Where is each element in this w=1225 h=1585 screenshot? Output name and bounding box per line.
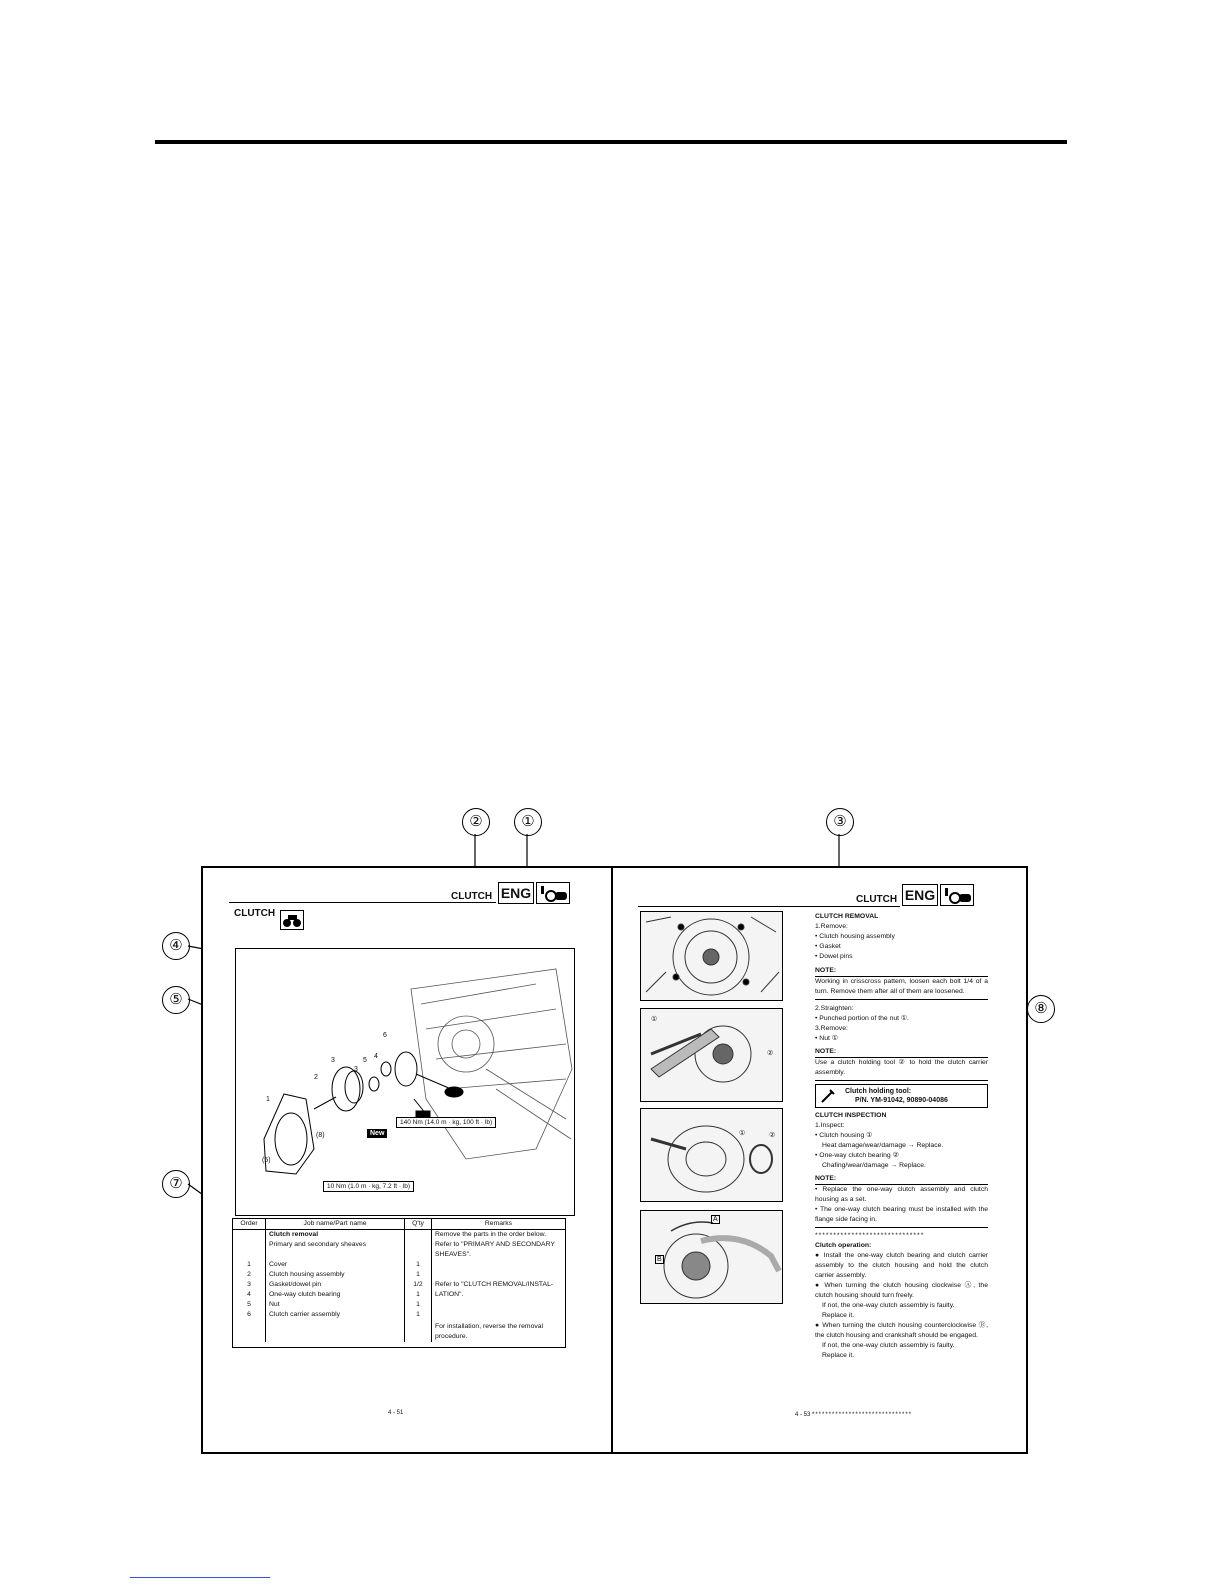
cell-qty: 1 (405, 1310, 432, 1320)
right-header-rule (638, 906, 900, 907)
cell-order: 5 (233, 1300, 266, 1310)
col-header-part-name: Job name/Part name (266, 1219, 405, 1230)
note-1: Working in crisscross pattern, loosen each bolt 1/4 of a turn. Remove them after all of them are loosened. (815, 977, 988, 1000)
photo-clutch-housing-bearing (640, 1108, 783, 1202)
part-label: (8) (316, 1132, 325, 1139)
note-2: Use a clutch holding tool ② to hold the clutch carrier assembly. (815, 1058, 988, 1081)
removal-item: • Dowel pins (815, 953, 853, 960)
right-page-number: 4 - 53 ****************************** (795, 1412, 913, 1418)
cell-part-name: Nut (266, 1300, 405, 1310)
parts-table (233, 1219, 565, 1342)
part-label: 5 (363, 1057, 367, 1064)
callout-3: ③ (826, 808, 854, 836)
cell-remarks: LATION". (435, 1291, 464, 1298)
engine-icon (536, 882, 570, 904)
cell-order: 1 (233, 1260, 266, 1270)
photo-clutch-operation (640, 1210, 783, 1304)
note-label: NOTE: (815, 966, 988, 977)
col-header-remarks: Remarks (432, 1219, 566, 1230)
table-row (233, 1240, 565, 1260)
clutch-exploded-drawing (236, 949, 574, 1215)
callout-8: ⑧ (1027, 995, 1055, 1023)
photo-label: ① (651, 1016, 658, 1023)
inspect-item: • One-way clutch bearing ② (815, 1152, 899, 1159)
table-row (233, 1320, 565, 1342)
photo-label: ① (739, 1130, 746, 1137)
table-row (233, 1260, 565, 1270)
operation-detail: If not, the one-way clutch assembly is faulty. (822, 1302, 955, 1309)
inspect-item: • Clutch housing ① (815, 1132, 873, 1139)
operation-step: ● Install the one-way clutch bearing and clutch carrier assembly to the clutch housing and hold the clutch carrier assembly. (815, 1252, 988, 1279)
cell-remarks-footer: For installation, reverse the removal procedure. (435, 1323, 544, 1340)
cell-part-name: Clutch carrier assembly (266, 1310, 405, 1320)
torque-spec-cover-bolt: 10 Nm (1.0 m · kg, 7.2 ft · lb) (323, 1181, 414, 1192)
cell-order: 2 (233, 1270, 266, 1280)
cell-qty: 1 (405, 1300, 432, 1310)
part-label: 3 (354, 1066, 358, 1073)
inspection-title: CLUTCH INSPECTION (815, 1112, 887, 1119)
cell-part-name: Cover (266, 1260, 405, 1270)
inspect-step: 1.Inspect: (815, 1122, 845, 1129)
cell-part-name: One-way clutch bearing (266, 1290, 405, 1300)
part-label: 3 (331, 1057, 335, 1064)
torque-spec-nut: 140 Nm (14.0 m · kg, 100 ft · lb) (396, 1117, 496, 1128)
tool-title: Clutch holding tool: (845, 1088, 912, 1095)
callout-4: ④ (162, 932, 190, 960)
photo-clutch-holding-tool (640, 1008, 783, 1102)
note-label: NOTE: (815, 1174, 988, 1185)
atv-icon (280, 910, 304, 930)
cell-qty (405, 1230, 432, 1241)
cell-remarks (432, 1310, 566, 1320)
callout-7: ⑦ (162, 1170, 190, 1198)
operation-step: ● When turning the clutch housing counterclockwise Ⓑ, the clutch housing and crankshaft should be engaged. (815, 1322, 988, 1339)
cell-qty (405, 1240, 432, 1260)
cell-part-name: Gasket/dowel pin (266, 1280, 405, 1290)
table-row (233, 1310, 565, 1320)
cell-remarks: Refer to "CLUTCH REMOVAL/INSTAL- (435, 1281, 554, 1288)
photo-label-a: A (713, 1216, 718, 1223)
cell-part-name: Clutch removal (266, 1230, 405, 1241)
cell-qty: 1 (405, 1270, 432, 1280)
col-header-qty: Q'ty (405, 1219, 432, 1230)
table-row (233, 1280, 565, 1290)
inspect-detail: Heat damage/wear/damage → Replace. (822, 1142, 944, 1149)
callout-1: ① (514, 808, 542, 836)
operation-detail: Replace it. (822, 1312, 855, 1319)
removal-title: CLUTCH REMOVAL (815, 913, 879, 920)
photo-label: ② (769, 1132, 776, 1139)
cell-order: 6 (233, 1310, 266, 1320)
cell-order: 3 (233, 1280, 266, 1290)
table-row (233, 1270, 565, 1280)
right-header-title: CLUTCH (856, 894, 898, 905)
cell-qty: 1 (405, 1290, 432, 1300)
removal-item: • Clutch housing assembly (815, 933, 895, 940)
cell-remarks: Refer to "PRIMARY AND SECONDARY SHEAVES". (435, 1241, 555, 1258)
operation-detail: Replace it. (822, 1352, 855, 1359)
parts-table-box (232, 1218, 566, 1348)
operation-detail: If not, the one-way clutch assembly is faulty. (822, 1342, 955, 1349)
cell-part-name: Primary and secondary sheaves (266, 1240, 405, 1260)
part-label: 2 (314, 1074, 318, 1081)
cell-qty: 1/2 (405, 1280, 432, 1290)
star-divider: ****************************** (815, 1232, 925, 1239)
wrench-icon (819, 1087, 839, 1105)
right-text-column (815, 912, 988, 1361)
tool-part-number: P/N. YM-91042, 90890-04086 (855, 1097, 948, 1104)
col-header-order: Order (233, 1219, 266, 1230)
left-header-rule (229, 902, 496, 903)
new-part-badge: New (367, 1129, 387, 1138)
note-3-item: • The one-way clutch bearing must be installed with the flange side facing in. (815, 1205, 988, 1228)
photo-clutch-cover (640, 911, 783, 1001)
operation-title: Clutch operation: (815, 1242, 872, 1249)
cell-remarks (432, 1300, 566, 1310)
photo-label: ② (767, 1050, 774, 1057)
cell-part-name: Clutch housing assembly (266, 1270, 405, 1280)
exploded-view-diagram (235, 948, 575, 1216)
part-label: 4 (374, 1053, 378, 1060)
cell-remarks: Remove the parts in the order below. (435, 1231, 547, 1238)
photo-label-b: B (657, 1256, 662, 1263)
callout-2: ② (462, 808, 490, 836)
cell-order (233, 1230, 266, 1241)
step-2-item: • Punched portion of the nut ①. (815, 1015, 909, 1022)
engine-icon (940, 884, 974, 906)
cell-order: 4 (233, 1290, 266, 1300)
left-header-title: CLUTCH (451, 891, 493, 902)
operation-step: ● When turning the clutch housing clockwise Ⓐ, the clutch housing should turn freely. (815, 1282, 988, 1299)
part-label: 6 (383, 1032, 387, 1039)
special-tool-box (815, 1084, 988, 1108)
step-2: 2.Straighten: (815, 1005, 854, 1012)
cell-remarks (432, 1260, 566, 1270)
removal-item: • Gasket (815, 943, 841, 950)
removal-step-1: 1.Remove: (815, 923, 848, 930)
cell-order (233, 1240, 266, 1260)
cell-remarks (432, 1270, 566, 1280)
note-label: NOTE: (815, 1047, 988, 1058)
step-3-item: • Nut ① (815, 1035, 838, 1042)
table-row (233, 1300, 565, 1310)
left-page-number: 4 - 51 (388, 1410, 404, 1416)
part-label: (5) (262, 1157, 271, 1164)
table-row (233, 1230, 565, 1241)
cell-qty: 1 (405, 1260, 432, 1270)
step-3: 3.Remove: (815, 1025, 848, 1032)
part-label: 1 (266, 1096, 270, 1103)
page-divider (611, 866, 613, 1454)
callout-5: ⑤ (162, 986, 190, 1014)
note-3-item: • Replace the one-way clutch assembly and clutch housing as a set. (815, 1186, 988, 1203)
inspect-detail: Chafing/wear/damage → Replace. (822, 1162, 926, 1169)
left-eng-box: ENG (498, 882, 534, 904)
table-row (233, 1290, 565, 1300)
left-section-title: CLUTCH (234, 908, 276, 919)
right-eng-box: ENG (902, 884, 938, 906)
